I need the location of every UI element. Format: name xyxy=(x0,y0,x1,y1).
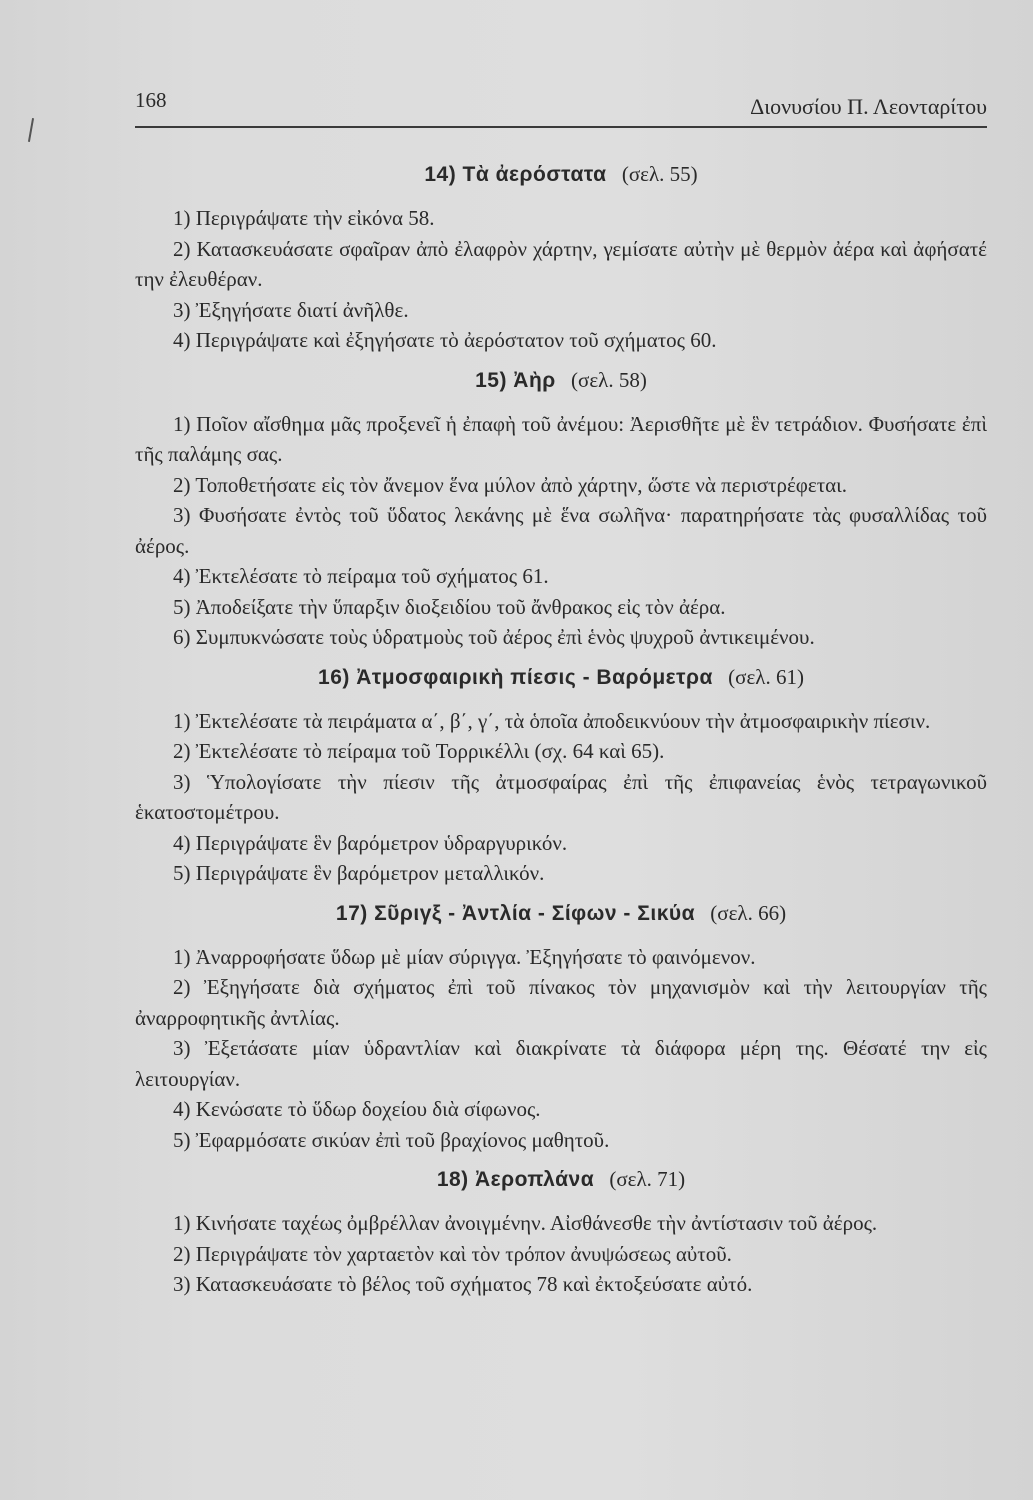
section-heading xyxy=(135,156,987,193)
exercise-item: 5) Ἀποδείξατε τὴν ὕπαρξιν διοξειδίου τοῦ ἄνθρακος εἰς τὸν ἀέρα. xyxy=(173,594,726,619)
section-page-ref: (σελ. 71) xyxy=(609,1167,686,1191)
exercise-item: 2) Ἐκτελέσατε τὸ πείραμα τοῦ Τορρικέλλι (σχ. 64 καὶ 65). xyxy=(173,739,665,763)
section-title: 17) Σῦριγξ - Ἀντλία - Σίφων - Σικύα xyxy=(335,901,696,925)
section-heading xyxy=(135,1161,987,1198)
exercise-item: 1) Ποῖον αἴσθημα μᾶς προξενεῖ ἡ ἐπαφὴ τοῦ ἀνέμου: Ἀερισθῆτε μὲ ἓν τετράδιον. Φυσήσατε ἐπὶ τῆς παλάμης σας. xyxy=(135,411,987,466)
section-title: 15) Ἀὴρ xyxy=(475,368,556,392)
section-page-ref: (σελ. 66) xyxy=(710,900,787,925)
exercise-item: 1) Ἀναρροφήσατε ὕδωρ μὲ μίαν σύριγγα. Ἐξηγήσατε τὸ φαινόμενον. xyxy=(173,944,756,969)
section-15-air xyxy=(135,362,987,653)
exercise-item: 5) Περιγράψατε ἓν βαρόμετρον μεταλλικόν. xyxy=(173,861,545,885)
exercise-item: 3) Ὑπολογίσατε τὴν πίεσιν τῆς ἀτμοσφαίρας ἐπὶ τῆς ἐπιφανείας ἑνὸς τετραγωνικοῦ ἑκατοστομέτρου. xyxy=(135,769,987,824)
exercise-item: 1) Κινήσατε ταχέως ὀμβρέλλαν ἀνοιγμένην. Αἰσθάνεσθε τὴν ἀντίστασιν τοῦ ἀέρος. xyxy=(173,1211,878,1235)
running-title: Διονυσίου Π. Λεονταρίτου xyxy=(750,94,987,119)
exercise-item: 3) Φυσήσατε ἐντὸς τοῦ ὕδατος λεκάνης μὲ ἕνα σωλῆνα· παρατηρήσατε τὰς φυσαλλίδας τοῦ ἀέρος. xyxy=(135,503,987,558)
exercise-item: 3) Ἐξηγήσατε διατί ἀνῆλθε. xyxy=(173,297,409,322)
exercise-item: 6) Συμπυκνώσατε τοὺς ὑδρατμοὺς τοῦ ἀέρος ἐπὶ ἑνὸς ψυχροῦ ἀντικειμένου. xyxy=(173,625,815,649)
exercise-item: 1) Ἐκτελέσατε τὰ πειράματα α΄, β΄, γ΄, τὰ ὁποῖα ἀποδεικνύουν τὴν ἀτμοσφαιρικὴν πίεσιν. xyxy=(173,708,931,733)
section-title: 16) Ἀτμοσφαιρικὴ πίεσις - Βαρόμετρα xyxy=(318,665,713,689)
section-heading xyxy=(135,895,987,932)
section-heading xyxy=(135,362,987,399)
exercise-item: 2) Τοποθετήσατε εἰς τὸν ἄνεμον ἕνα μύλον ἀπὸ χάρτην, ὥστε νὰ περιστρέφεται. xyxy=(173,472,848,497)
exercise-item: 2) Περιγράψατε τὸν χαρταετὸν καὶ τὸν τρόπον ἀνυψώσεως αὐτοῦ. xyxy=(173,1241,732,1266)
exercise-item: 1) Περιγράψατε τὴν εἰκόνα 58. xyxy=(173,206,435,230)
margin-mark xyxy=(28,118,34,142)
section-page-ref: (σελ. 61) xyxy=(728,664,804,689)
section-16-atmospheric-pressure xyxy=(135,659,987,889)
exercise-item: 4) Κενώσατε τὸ ὕδωρ δοχείου διὰ σίφωνος. xyxy=(173,1097,541,1121)
exercise-item: 2) Κατασκευάσατε σφαῖραν ἀπὸ ἐλαφρὸν χάρτην, γεμίσατε αὐτὴν μὲ θερμὸν ἀέρα καὶ ἀφήσατέ την ἐλευθέραν. xyxy=(135,236,987,291)
section-page-ref: (σελ. 58) xyxy=(571,367,647,392)
exercise-item: 3) Κατασκευάσατε τὸ βέλος τοῦ σχήματος 78 καὶ ἐκτοξεύσατε αὐτό. xyxy=(173,1272,753,1296)
page-number: 168 xyxy=(135,88,167,112)
exercise-item: 4) Ἐκτελέσατε τὸ πείραμα τοῦ σχήματος 61. xyxy=(173,564,549,588)
exercise-item: 5) Ἐφαρμόσατε σικύαν ἐπὶ τοῦ βραχίονος μαθητοῦ. xyxy=(173,1127,610,1152)
exercise-item: 4) Περιγράψατε ἓν βαρόμετρον ὑδραργυρικόν. xyxy=(173,830,568,855)
section-17-syringe-pump xyxy=(135,895,987,1156)
section-heading xyxy=(135,659,987,696)
section-title: 14) Τὰ ἀερόστατα xyxy=(424,163,607,186)
page-header xyxy=(135,86,987,128)
exercise-item: 2) Ἐξηγήσατε διὰ σχήματος ἐπὶ τοῦ πίνακος τὸν μηχανισμὸν καὶ τὴν λειτουργίαν τῆς ἀναρροφητικῆς ἀντλίας. xyxy=(135,975,987,1030)
section-14-aerostats xyxy=(135,156,987,356)
exercise-item: 3) Ἐξετάσατε μίαν ὑδραντλίαν καὶ διακρίνατε τὰ διάφορα μέρη της. Θέσατέ την εἰς λειτουργίαν. xyxy=(135,1036,987,1091)
page-content xyxy=(135,150,987,1300)
section-page-ref: (σελ. 55) xyxy=(621,162,698,186)
section-18-airplanes xyxy=(135,1161,987,1300)
exercise-item: 4) Περιγράψατε καὶ ἐξηγήσατε τὸ ἀερόστατον τοῦ σχήματος 60. xyxy=(173,328,717,352)
section-title: 18) Ἀεροπλάνα xyxy=(436,1168,595,1191)
